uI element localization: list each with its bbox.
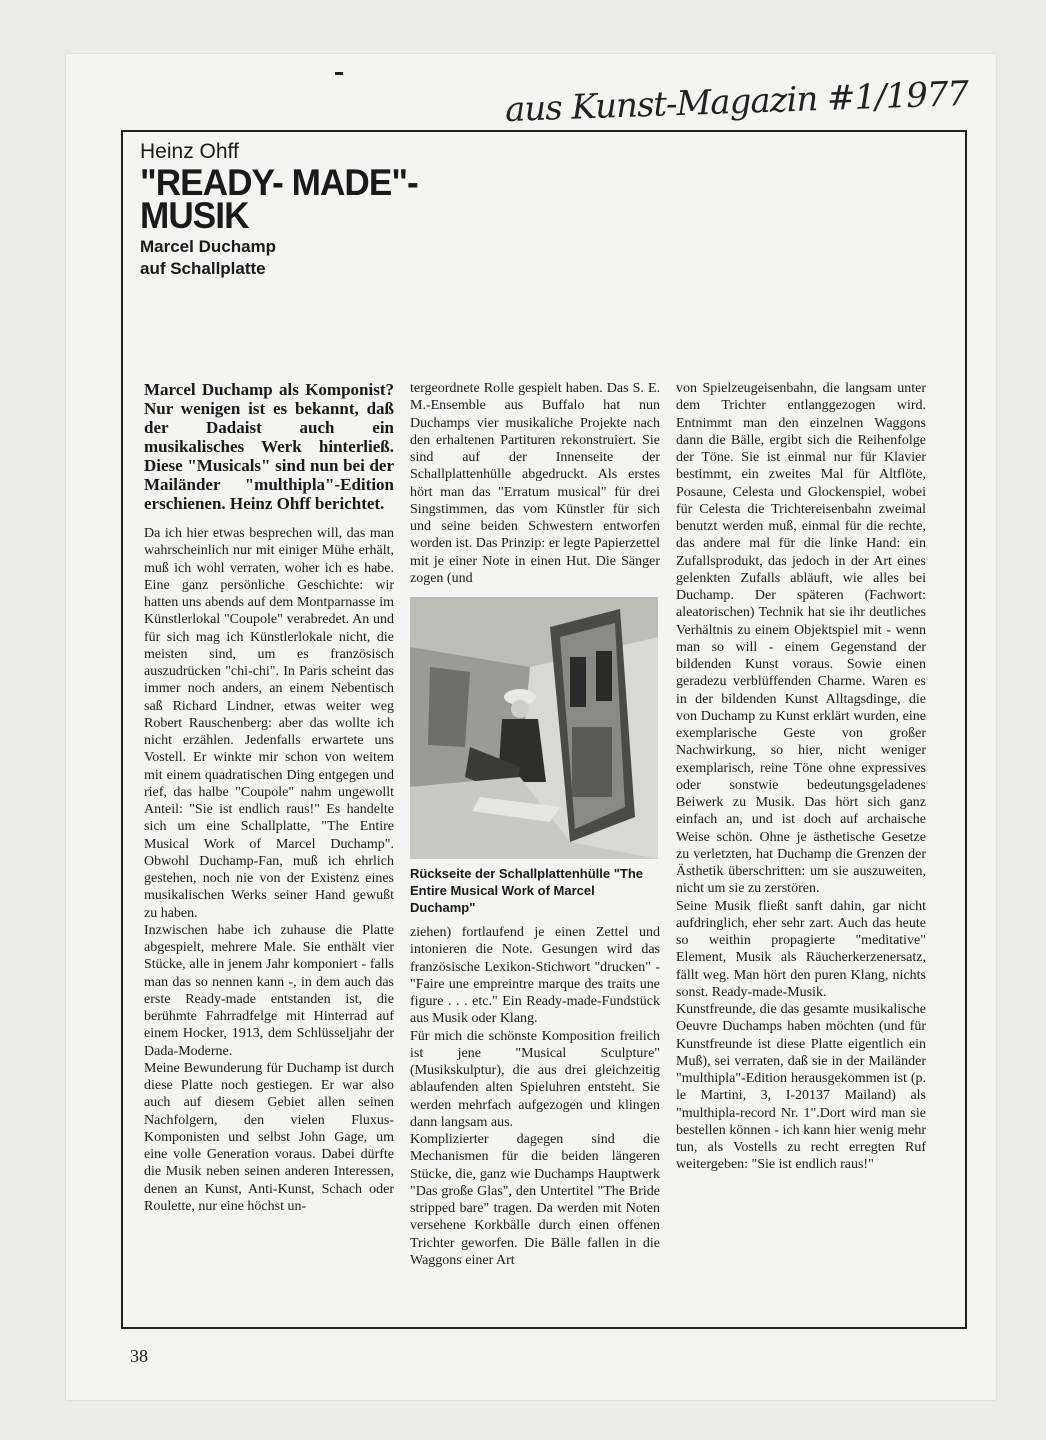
paragraph: Inzwischen habe ich zuhause die Platte abgespielt, mehrere Male. Sie enthält vier Stücke, alle in jenem Jahr komponiert - falls man das so nennen kann -, in dem auch das erste Ready-made entstanden ist, die berühmte Fahrradfelge mit Hinterrad auf einem Hocker, 1913, dem Schlüsseljahr der Dada-Moderne.: [144, 922, 394, 1059]
paragraph: Für mich die schönste Komposition freilich ist jene "Musical Sculpture" (Musikskulptur), die aus drei gleichzeitig ablaufenden alten Spieluhren entsteht. Sie werden mehrfach aufgezogen und klingen dann langsam aus.: [410, 1028, 660, 1130]
photo-illustration: [410, 597, 658, 859]
text-column-3: [676, 380, 926, 1174]
page-number: 38: [130, 1346, 148, 1366]
handwritten-source-note: aus Kunst-Magazin #1/1977: [504, 73, 969, 131]
paragraph: von Spielzeugeisenbahn, die langsam unter dem Trichter entlanggezogen wird. Entnimmt man den einzelnen Waggons dann die Bälle, ergibt sich die Reihenfolge der Töne. Sie ist einmal nur für Klavier bestimmt, ein zweites Mal für Altflöte, Posaune, Celesta und Glockenspiel, wobei für Celesta die Trichtereisenbahn zweimal benutzt werden muß, einmal für die rechte, das andere mal für die linke Hand: ein Zufallsprodukt, das jedoch in der Art eines gelenkten Zufalls abläuft, wie alles bei Duchamp. Der späteren (Fachwort: aleatorischen) Technik hat sie ihr deutliches Verhältnis zu einem Objektspiel mit - wenn man so will - einem Gegenstand der bildenden Kunst voraus. Sowie einen geradezu verblüffenden Charme. Waren es in der bildenden Kunst Alltagsdinge, die von Duchamp zu Kunst erklärt wurden, eine exemplarische Geste von großer Nachwirkung, so hier, nicht weniger exemplarisch, reine Töne ohne expressives oder sonstwie bedeutungsgeladenes Beiwerk zu Musik. Das hört sich ganz einfach an, und ist doch auf archaische Weise schön. Ohne je ästhetische Gesetze zu verletzten, hat Duchamp die Grenzen der Ästhetik überschritten: um sie auszuweiten, nicht um sie zu zerstören.: [676, 381, 926, 897]
article-lead: Marcel Duchamp als Komponist? Nur wenigen ist es bekannt, daß der Dadaist auch ein musikalisches Werk hinterließ. Diese "Musicals" sind nun bei der Mailänder "multhipla"-Edition erschienen. Heinz Ohff berichtet.: [144, 380, 394, 513]
text-column-2: [410, 380, 660, 1269]
paragraph: Komplizierter dagegen sind die Mechanismen für die beiden längeren Stücke, die, ganz wie Duchamps Hauptwerk "Das große Glas", den Untertitel "The Bride stripped bare" tragen. Da werden mit Noten versehene Korkbälle durch einen offenen Trichter geworfen. Die Bälle fallen in die Waggons einer Art: [410, 1132, 660, 1268]
title-line-1: "READY- MADE"-: [140, 162, 418, 203]
paragraph: Seine Musik fließt sanft dahin, gar nicht aufdringlich, eher sehr zart. Auch das heute so weithin propagierte "meditative" Element, Musik als Räucherkerzenersatz, fällt weg. Man hört den puren Klang, nichts sonst. Ready-made-Musik.: [676, 898, 926, 1000]
paragraph: ziehen) fortlaufend je einen Zettel und intonieren die Note. Gesungen wird das französische Lexikon-Stichwort "drucken" - "Faire une empreintre marque des traits une figure . . . etc." Ein Ready-made-Fundstück aus Musik oder Klang.: [410, 925, 660, 1027]
paragraph: Kunstfreunde, die das gesamte musikalische Oeuvre Duchamps haben möchten (und für Kunstfreunde ist diese Platte eigentlich ein Muß), sei verraten, daß sie in der Mailänder "multhipla"-Edition herausgekommen ist (p. le Martini, 3, I-20137 Mailand) als "multhipla-record Nr. 1".Dort wird man sie bestellen können - ich kann hier wenig mehr tun, als Vostells zu recht erregten Ruf weitergeben: "Sie ist endlich raus!": [676, 1002, 926, 1173]
paragraph: Da ich hier etwas besprechen will, das man wahrscheinlich nur mit einiger Mühe erhält, muß ich wohl verraten, woher ich es habe. Eine ganz persönliche Geschichte: wir hatten uns abends auf dem Montparnasse im Künstlerlokal "Coupole" verabredet. An und für sich mag ich Künstlerlokale nicht, die meisten sind, um es französisch auszudrücken "chi-chi". In Paris scheint das immer noch anders, an einem Nebentisch saß Richard Lindner, etwas weiter weg Robert Rauschenberg: aber das wollte ich nicht erzählen. Jedenfalls erwartete uns Vostell. Er winkte mir schon von weitem mit einem quadratischen Ding entgegen und rief, das halbe "Coupole" nahm ungewollt Anteil: "Sie ist endlich raus!" Es handelte sich um eine Schallplatte, "The Entire Musical Work of Marcel Duchamp". Obwohl Duchamp-Fan, muß ich ehrlich gestehen, noch nie von der Existenz eines musikalischen Werks seiner Hand gewußt zu haben.: [144, 526, 394, 921]
photo-caption: Rückseite der Schallplattenhülle "The Entire Musical Work of Marcel Duchamp": [410, 866, 644, 915]
article-title: [140, 162, 454, 236]
paragraph: Meine Bewunderung für Duchamp ist durch diese Platte noch gestiegen. Er war also auch auf diesem Gebiet allen seinen Nachfolgern, den vielen Fluxus-Komponisten und selbst John Gage, um eine volle Generation voraus. Dabei dürfte die Musik neben seinen anderen Interessen, denen an Kunst, Anti-Kunst, Schach oder Roulette, nur eine höchst un-: [144, 1060, 394, 1214]
text-column-1: [144, 380, 394, 1215]
article-subtitle: [140, 236, 420, 280]
paragraph: tergeordnete Rolle gespielt haben. Das S. E. M.-Ensemble aus Buffalo hat nun Duchamps vier musikaliche Projekte nach den erhaltenen Partituren rekonstruiert. Sie sind auf der Innenseite der Schallplattenhülle abgedruckt. Als erstes hört man das "Erratum musical" für drei Singstimmen, das vom Künstler für sich und seine beiden Schwestern entworfen worden ist. Das Prinzip: er legte Papierzettel mit je einer Note in einen Hut. Die Sänger zogen (und: [410, 381, 660, 586]
subtitle-line-1: Marcel Duchamp: [140, 237, 277, 256]
author-name: Heinz Ohff: [140, 140, 239, 163]
ink-mark: [335, 72, 343, 75]
subtitle-line-2: auf Schallplatte: [140, 259, 266, 278]
title-line-2: MUSIK: [140, 195, 249, 236]
record-sleeve-photo: [410, 597, 658, 859]
